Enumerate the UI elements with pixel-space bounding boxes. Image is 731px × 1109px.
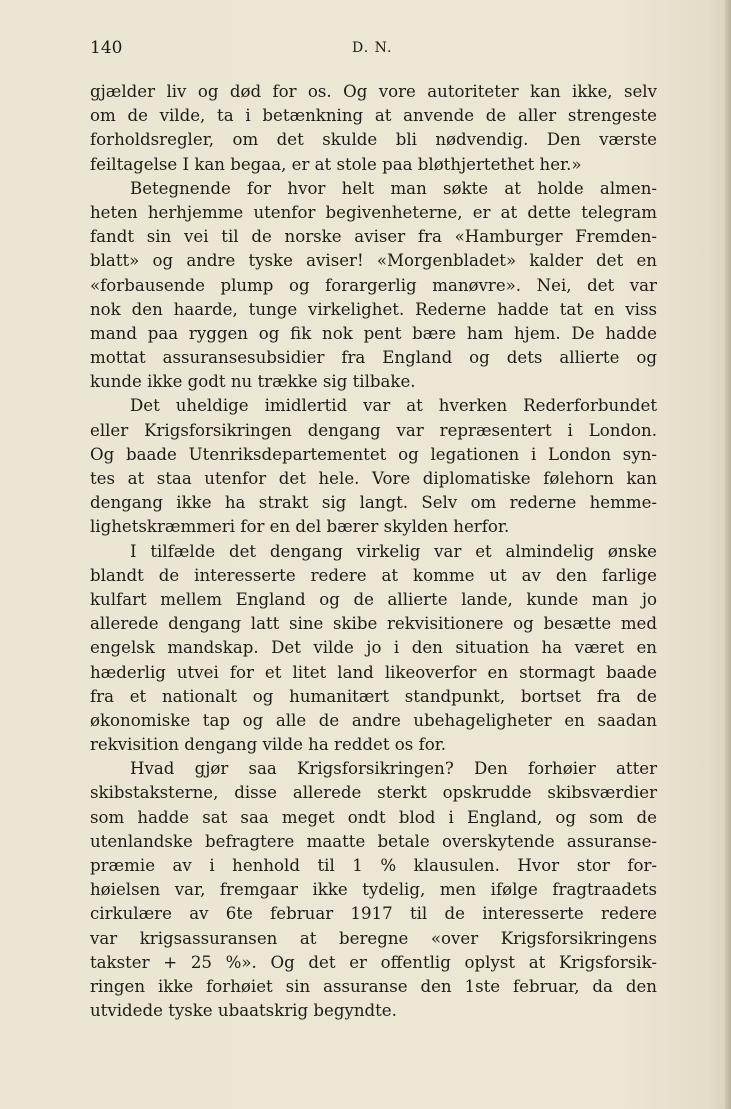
body-text — [90, 80, 657, 1023]
text-line: blatt» og andre tyske aviser! «Morgenbladet» kalder det en — [90, 251, 657, 271]
text-line: utvidede tyske ubaatskrig begyndte. — [90, 1001, 397, 1021]
text-line: tes at staa utenfor det hele. Vore diplomatiske følehorn kan — [90, 469, 657, 488]
text-line: kunde ikke godt nu trække sig tilbake. — [90, 372, 416, 392]
text-line: heten herhjemme utenfor begivenheterne, er at dette telegram — [90, 202, 657, 222]
text-line: præmie av i henhold til 1 % klausulen. Hvor stor for- — [90, 856, 657, 875]
text-line: Og baade Utenriksdepartementet og legationen i London syn- — [90, 444, 657, 464]
text-line: hæderlig utvei for et litet land likeoverfor en stormagt baade — [90, 662, 657, 682]
text-line: I tilfælde det dengang virkelig var et almindelig ønske — [130, 541, 657, 561]
text-line: «forbausende plump og forargerlig manøvre». Nei, det var — [90, 275, 657, 295]
text-line: høielsen var, fremgaar ikke tydelig, men ifølge fragtraadets — [90, 880, 657, 900]
running-title: D. N. — [352, 40, 393, 56]
text-line: ringen ikke forhøiet sin assuranse den 1ste februar, da den — [90, 976, 657, 996]
text-line: Betegnende for hvor helt man søkte at holde almen- — [130, 178, 657, 198]
text-line: forholdsregler, om det skulde bli nødvendig. Den værste — [90, 130, 657, 150]
text-line: mand paa ryggen og fik nok pent bære ham hjem. De hadde — [90, 323, 657, 343]
text-line: fra et nationalt og humanitært standpunkt, bortset fra de — [90, 686, 657, 706]
text-line: feiltagelse I kan begaa, er at stole paa bløthjertethet her.» — [90, 154, 582, 174]
text-line: fandt sin vei til de norske aviser fra «Hamburger Fremden- — [90, 227, 657, 247]
text-line: nok den haarde, tunge virkelighet. Rederne hadde tat en viss — [90, 299, 657, 319]
text-line: kulfart mellem England og de allierte lande, kunde man jo — [90, 589, 657, 609]
text-line: som hadde sat saa meget ondt blod i England, og som de — [90, 807, 657, 827]
text-line: mottat assuransesubsidier fra England og dets allierte og — [90, 348, 657, 368]
text-line: lighetskræmmeri for en del bærer skylden herfor. — [90, 517, 510, 537]
text-line: økonomiske tap og alle de andre ubehageligheter en saadan — [90, 710, 657, 730]
text-line: gjælder liv og død for os. Og vore autoriteter kan ikke, selv — [90, 82, 657, 101]
text-line: cirkulære av 6te februar 1917 til de interesserte redere — [90, 904, 657, 924]
text-line: skibstaksterne, disse allerede sterkt opskrudde skibsværdier — [90, 783, 657, 803]
text-line: allerede dengang latt sine skibe rekvisitionere og besætte med — [90, 614, 657, 634]
text-line: om de vilde, ta i betænkning at anvende de aller strengeste — [90, 106, 657, 126]
text-line: rekvisition dengang vilde ha reddet os for. — [90, 735, 447, 755]
text-line: Hvad gjør saa Krigsforsikringen? Den forhøier atter — [130, 759, 657, 779]
text-line: takster + 25 %». Og det er offentlig oplyst at Krigsforsik- — [90, 952, 657, 972]
text-line: eller Krigsforsikringen dengang var repræsentert i London. — [90, 420, 657, 440]
text-line: dengang ikke ha strakt sig langt. Selv om rederne hemme- — [90, 493, 657, 513]
text-line: engelsk mandskap. Det vilde jo i den situation ha været en — [90, 638, 657, 658]
text-line: utenlandske befragtere maatte betale overskytende assuranse- — [90, 831, 657, 851]
text-line: var krigsassuransen at beregne «over Krigsforsikringens — [90, 928, 657, 948]
page-number: 140 — [90, 38, 123, 58]
text-line: Det uheldige imidlertid var at hverken Rederforbundet — [130, 396, 657, 416]
text-line: blandt de interesserte redere at komme ut av den farlige — [90, 565, 657, 585]
running-header — [90, 38, 655, 62]
page-edge-shadow — [725, 0, 731, 1109]
